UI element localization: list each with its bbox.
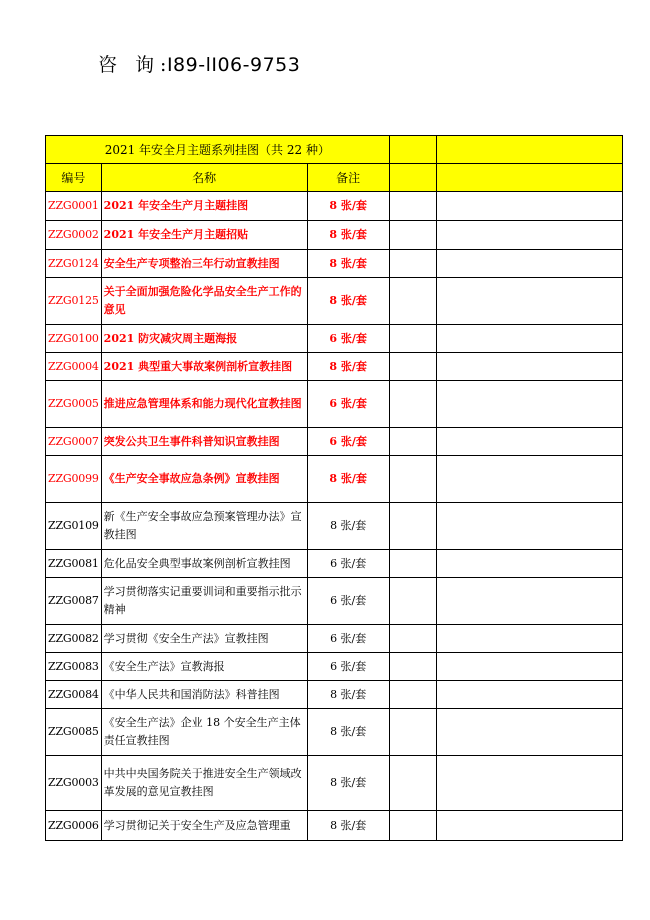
contact-separator: : bbox=[160, 54, 167, 76]
row-name: 2021 防灾减灾周主题海报 bbox=[101, 325, 307, 353]
table-row bbox=[46, 325, 623, 353]
row-code: ZZG0083 bbox=[46, 653, 102, 681]
empty-cell bbox=[389, 221, 436, 250]
empty-cell bbox=[389, 381, 436, 428]
empty-cell bbox=[389, 503, 436, 550]
row-note: 6 张/套 bbox=[307, 381, 389, 428]
empty-cell bbox=[436, 221, 622, 250]
row-name: 突发公共卫生事件科普知识宣教挂图 bbox=[101, 428, 307, 456]
table-row bbox=[46, 192, 623, 221]
row-note: 8 张/套 bbox=[307, 278, 389, 325]
empty-cell bbox=[436, 625, 622, 653]
row-name: 2021 典型重大事故案例剖析宣教挂图 bbox=[101, 353, 307, 381]
empty-cell bbox=[389, 428, 436, 456]
empty-cell bbox=[436, 136, 622, 164]
row-code: ZZG0007 bbox=[46, 428, 102, 456]
row-code: ZZG0087 bbox=[46, 578, 102, 625]
table-row bbox=[46, 250, 623, 278]
row-note: 8 张/套 bbox=[307, 192, 389, 221]
row-name: 推进应急管理体系和能力现代化宣教挂图 bbox=[101, 381, 307, 428]
empty-cell bbox=[436, 681, 622, 709]
empty-cell bbox=[436, 756, 622, 811]
empty-cell bbox=[436, 192, 622, 221]
empty-cell bbox=[436, 578, 622, 625]
row-code: ZZG0099 bbox=[46, 456, 102, 503]
row-name: 2021 年安全生产月主题招贴 bbox=[101, 221, 307, 250]
empty-cell bbox=[436, 278, 622, 325]
row-note: 6 张/套 bbox=[307, 550, 389, 578]
row-code: ZZG0004 bbox=[46, 353, 102, 381]
table-row bbox=[46, 278, 623, 325]
row-name: 中共中央国务院关于推进安全生产领域改革发展的意见宣教挂图 bbox=[101, 756, 307, 811]
row-code: ZZG0109 bbox=[46, 503, 102, 550]
empty-cell bbox=[389, 164, 436, 192]
table-row bbox=[46, 681, 623, 709]
empty-cell bbox=[389, 325, 436, 353]
empty-cell bbox=[436, 250, 622, 278]
row-name: 新《生产安全事故应急预案管理办法》宣教挂图 bbox=[101, 503, 307, 550]
empty-cell bbox=[389, 709, 436, 756]
row-note: 8 张/套 bbox=[307, 456, 389, 503]
table-row bbox=[46, 811, 623, 841]
table-row bbox=[46, 625, 623, 653]
empty-cell bbox=[436, 164, 622, 192]
table-title-row bbox=[46, 136, 623, 164]
row-code: ZZG0001 bbox=[46, 192, 102, 221]
empty-cell bbox=[389, 625, 436, 653]
contact-phone: I89-lI06-9753 bbox=[166, 54, 301, 76]
row-name: 《安全生产法》宣教海报 bbox=[101, 653, 307, 681]
row-note: 6 张/套 bbox=[307, 653, 389, 681]
row-code: ZZG0100 bbox=[46, 325, 102, 353]
row-code: ZZG0082 bbox=[46, 625, 102, 653]
table-title: 2021 年安全月主题系列挂图（共 22 种） bbox=[46, 136, 390, 164]
empty-cell bbox=[389, 811, 436, 841]
empty-cell bbox=[436, 503, 622, 550]
row-note: 8 张/套 bbox=[307, 811, 389, 841]
table-row bbox=[46, 381, 623, 428]
row-code: ZZG0084 bbox=[46, 681, 102, 709]
row-name: 《中华人民共和国消防法》科普挂图 bbox=[101, 681, 307, 709]
row-note: 8 张/套 bbox=[307, 756, 389, 811]
row-name: 学习贯彻记关于安全生产及应急管理重 bbox=[101, 811, 307, 841]
empty-cell bbox=[436, 353, 622, 381]
empty-cell bbox=[389, 756, 436, 811]
empty-cell bbox=[389, 456, 436, 503]
empty-cell bbox=[436, 709, 622, 756]
row-code: ZZG0002 bbox=[46, 221, 102, 250]
row-name: 危化品安全典型事故案例剖析宣教挂图 bbox=[101, 550, 307, 578]
table-row bbox=[46, 353, 623, 381]
column-header-code: 编号 bbox=[46, 164, 102, 192]
table-row bbox=[46, 550, 623, 578]
empty-cell bbox=[389, 353, 436, 381]
row-note: 6 张/套 bbox=[307, 578, 389, 625]
row-name: 《生产安全事故应急条例》宣教挂图 bbox=[101, 456, 307, 503]
row-code: ZZG0085 bbox=[46, 709, 102, 756]
table-header-row bbox=[46, 164, 623, 192]
row-code: ZZG0005 bbox=[46, 381, 102, 428]
table-row bbox=[46, 503, 623, 550]
row-code: ZZG0006 bbox=[46, 811, 102, 841]
catalog-table bbox=[45, 135, 623, 841]
empty-cell bbox=[389, 136, 436, 164]
row-note: 8 张/套 bbox=[307, 250, 389, 278]
table-row bbox=[46, 428, 623, 456]
contact-label: 咨 询 bbox=[98, 54, 161, 76]
row-name: 学习贯彻落实记重要训词和重要指示批示精神 bbox=[101, 578, 307, 625]
table-row bbox=[46, 456, 623, 503]
row-name: 关于全面加强危险化学品安全生产工作的意见 bbox=[101, 278, 307, 325]
empty-cell bbox=[389, 653, 436, 681]
row-note: 6 张/套 bbox=[307, 325, 389, 353]
empty-cell bbox=[436, 428, 622, 456]
table-row bbox=[46, 578, 623, 625]
column-header-note: 备注 bbox=[307, 164, 389, 192]
row-note: 8 张/套 bbox=[307, 221, 389, 250]
empty-cell bbox=[389, 578, 436, 625]
table-row bbox=[46, 653, 623, 681]
empty-cell bbox=[389, 681, 436, 709]
row-name: 《安全生产法》企业 18 个安全生产主体责任宣教挂图 bbox=[101, 709, 307, 756]
row-code: ZZG0081 bbox=[46, 550, 102, 578]
empty-cell bbox=[389, 278, 436, 325]
empty-cell bbox=[436, 550, 622, 578]
column-header-name: 名称 bbox=[101, 164, 307, 192]
row-note: 6 张/套 bbox=[307, 428, 389, 456]
contact-line bbox=[98, 50, 300, 77]
table-row bbox=[46, 756, 623, 811]
empty-cell bbox=[436, 653, 622, 681]
empty-cell bbox=[389, 192, 436, 221]
row-code: ZZG0003 bbox=[46, 756, 102, 811]
row-name: 安全生产专项整治三年行动宣教挂图 bbox=[101, 250, 307, 278]
row-note: 8 张/套 bbox=[307, 681, 389, 709]
empty-cell bbox=[389, 250, 436, 278]
empty-cell bbox=[436, 811, 622, 841]
row-name: 学习贯彻《安全生产法》宣教挂图 bbox=[101, 625, 307, 653]
table-row bbox=[46, 221, 623, 250]
row-note: 8 张/套 bbox=[307, 503, 389, 550]
empty-cell bbox=[389, 550, 436, 578]
table-row bbox=[46, 709, 623, 756]
row-code: ZZG0125 bbox=[46, 278, 102, 325]
empty-cell bbox=[436, 325, 622, 353]
row-note: 8 张/套 bbox=[307, 353, 389, 381]
row-code: ZZG0124 bbox=[46, 250, 102, 278]
row-note: 8 张/套 bbox=[307, 709, 389, 756]
empty-cell bbox=[436, 381, 622, 428]
row-note: 6 张/套 bbox=[307, 625, 389, 653]
empty-cell bbox=[436, 456, 622, 503]
row-name: 2021 年安全生产月主题挂图 bbox=[101, 192, 307, 221]
